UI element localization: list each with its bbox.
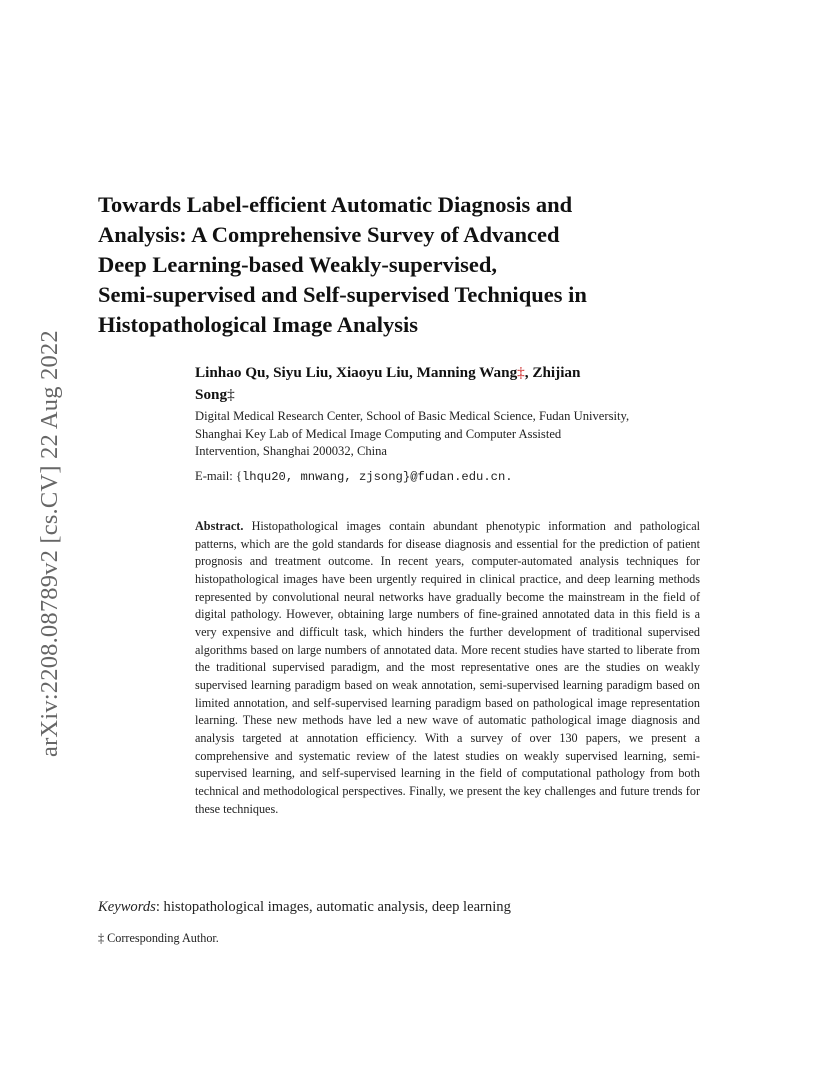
title-line: Deep Learning-based Weakly-supervised, xyxy=(98,252,497,277)
keywords-text: : histopathological images, automatic analysis, deep learning xyxy=(155,899,511,915)
title-line: Semi-supervised and Self-supervised Techniques in xyxy=(98,282,587,307)
footnote: ‡ Corresponding Author. xyxy=(98,931,219,945)
keywords-label: Keywords xyxy=(98,899,156,915)
affiliation-line: Digital Medical Research Center, School of Basic Medical Science, Fudan University, xyxy=(195,409,630,423)
email-line xyxy=(195,468,513,486)
affiliation xyxy=(195,408,715,461)
affiliation-line: Intervention, Shanghai 200032, China xyxy=(195,444,388,458)
title-line: Towards Label-efficient Automatic Diagnosis and xyxy=(98,192,573,217)
abstract xyxy=(195,518,700,818)
email-label: E-mail: xyxy=(195,469,236,483)
affiliation-line: Shanghai Key Lab of Medical Image Computing and Computer Assisted xyxy=(195,426,562,441)
arxiv-identifier-stamp: arXiv:2208.08789v2 [cs.CV] 22 Aug 2022 xyxy=(36,330,63,757)
keywords xyxy=(98,898,511,916)
email-brace: { xyxy=(235,469,242,483)
title-line: Histopathological Image Analysis xyxy=(98,312,419,337)
author-list xyxy=(195,362,715,406)
corresponding-author-mark: ‡ xyxy=(227,386,235,403)
author-names: , Zhijian xyxy=(524,364,581,381)
author-names: Linhao Qu, Siyu Liu, Xiaoyu Liu, Manning Wang xyxy=(195,364,518,381)
corresponding-author-link[interactable]: ‡ xyxy=(517,364,525,381)
paper-title xyxy=(98,190,718,340)
author-line xyxy=(195,384,715,406)
author-line xyxy=(195,362,715,384)
email-users: lhqu20, mnwang, zjsong xyxy=(241,470,403,484)
author-names: Song xyxy=(195,386,228,403)
abstract-text: Histopathological images contain abundant phenotypic information and pathological patterns, which are the gold standards for disease diagnosis and essential for the prediction of patient prognosis and treatment outcome. In recent years, computer-automated analysis techniques for histopathological images have been urgently required in clinical practice, and deep learning methods represented by convolutional neural networks have gradually become the mainstream in the field of digital pathology. However, obtaining large numbers of fine-grained annotated data in this field is a very expensive and difficult task, which hinders the further development of traditional supervised algorithms based on large numbers of annotated data. More recent studies have started to liberate from the traditional supervised paradigm, and the most representative ones are the studies on weakly supervised learning paradigm based on weak annotation, semi-supervised learning paradigm based on limited annotation, and self-supervised learning paradigm based on pathological image representation learning. These new methods have led a new wave of automatic pathological image diagnosis and analysis targeted at annotation efficiency. With a survey of over 130 papers, we present a comprehensive and systematic review of the latest studies on weakly supervised learning, semi-supervised learning, and self-supervised learning in the field of computational pathology from both technical and methodological perspectives. Finally, we present the key challenges and future trends for these techniques. xyxy=(195,519,701,816)
abstract-label: Abstract. xyxy=(195,519,244,533)
title-line: Analysis: A Comprehensive Survey of Advanced xyxy=(98,222,560,247)
email-domain: }@fudan.edu.cn. xyxy=(402,470,513,484)
